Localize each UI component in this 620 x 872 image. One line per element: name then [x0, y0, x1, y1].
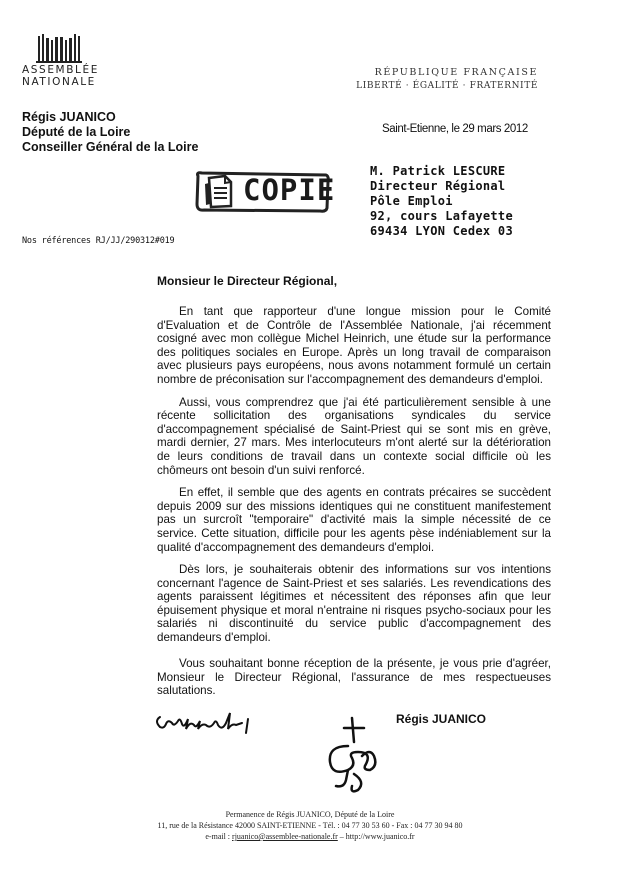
handwriting-scribble [152, 709, 262, 739]
assemblee-nationale-logo [22, 34, 98, 88]
footer-email-link[interactable]: rjuanico@assemblee-nationale.fr [232, 832, 338, 841]
recipient-name: M. Patrick LESCURE [370, 164, 506, 178]
recipient-city: 69434 LYON Cedex 03 [370, 224, 513, 238]
body-paragraph: Dès lors, je souhaiterais obtenir des informations sur vos intentions concernant l'agence de Saint-Priest et ses salariés. Les revendications des agents paraissent légitimes et nécessitent des réponses afin que leur épuisement physique et moral n'entraine ni risques psycho-sociaux pour les salariés ni discontinuité du service public d'accompagnement des demandeurs d'emploi. [157, 563, 551, 645]
body-paragraph: Aussi, vous comprendrez que j'ai été particulièrement sensible à une récente sollicitation des organisations syndicales du service d'accompagnement spécialisé de Saint-Priest qui se sont mis en grève, mardi dernier, 27 mars. Mes interlocuteurs m'ont alerté sur la détérioration de leurs conditions de travail dans un contexte social difficile où les chômeurs ont besoin d'un suivi renforcé. [157, 395, 551, 477]
republic-motto: LIBERTÉ · ÉGALITÉ · FRATERNITÉ [356, 81, 538, 91]
references: Nos références RJ/JJ/290312#019 [22, 236, 175, 246]
stamp-label: COPIE [243, 173, 336, 207]
body-paragraph: En effet, il semble que des agents en contrats précaires se succèdent depuis 2009 sur des missions identiques qui ne constituent manifestement pas un surcroît "temporaire" d'activité mais la simple nécessité de ce service. Cette situation, difficile pour les agents pèse indéniablement sur la qualité d'accompagnement des demandeurs d'emploi. [157, 486, 551, 554]
signer-name: Régis JUANICO [396, 712, 487, 726]
sender-title-2: Conseiller Général de la Loire [22, 140, 199, 154]
recipient-title: Directeur Régional [370, 179, 506, 193]
recipient-street: 92, cours Lafayette [370, 209, 513, 223]
recipient-org: Pôle Emploi [370, 194, 453, 208]
letter-date: Saint-Etienne, le 29 mars 2012 [382, 123, 528, 135]
salutation: Monsieur le Directeur Régional, [157, 274, 338, 288]
sender-block [22, 110, 198, 155]
handwritten-cordialement [152, 709, 262, 744]
document-icon [203, 174, 239, 210]
hemicycle-icon [36, 34, 82, 64]
closing-paragraph: Vous souhaitant bonne réception de la présente, je vous prie d'agréer, Monsieur le Directeur Régional, l'assurance de mes respectueuses salutations. [157, 657, 551, 698]
footer-line-3 [0, 831, 620, 842]
signature-drawing [322, 716, 392, 796]
recipient-block [370, 164, 513, 239]
signature [322, 716, 392, 801]
republic-title: RÉPUBLIQUE FRANÇAISE [374, 67, 538, 78]
footer-line-1: Permanence de Régis JUANICO, Député de la Loire [225, 810, 395, 819]
footer [0, 809, 620, 842]
copy-stamp [194, 170, 336, 214]
footer-website-link[interactable]: http://www.juanico.fr [345, 832, 415, 841]
footer-separator: – [339, 832, 344, 841]
logo-line-2: NATIONALE [22, 76, 96, 88]
letter-body [157, 305, 551, 654]
logo-line-1: ASSEMBLÉE [22, 64, 99, 76]
body-paragraph: En tant que rapporteur d'une longue mission pour le Comité d'Evaluation et de Contrôle de l'Assemblée Nationale, j'ai récemment cosigné avec mon collègue Michel Heinrich, une étude sur la performance des politiques sociales en Europe. Après un long travail de comparaison avec plusieurs pays européens, nous avons notamment formulé un certain nombre de préconisation sur l'accompagnement des demandeurs d'emploi. [157, 305, 551, 386]
footer-email-label: e-mail : [205, 832, 231, 841]
footer-line-2: 11, rue de la Résistance 42000 SAINT-ETIENNE - Tél. : 04 77 30 53 60 - Fax : 04 77 30 94 80 [157, 821, 463, 830]
republic-header [356, 66, 538, 93]
sender-title-1: Député de la Loire [22, 125, 131, 139]
sender-name: Régis JUANICO [22, 110, 116, 124]
